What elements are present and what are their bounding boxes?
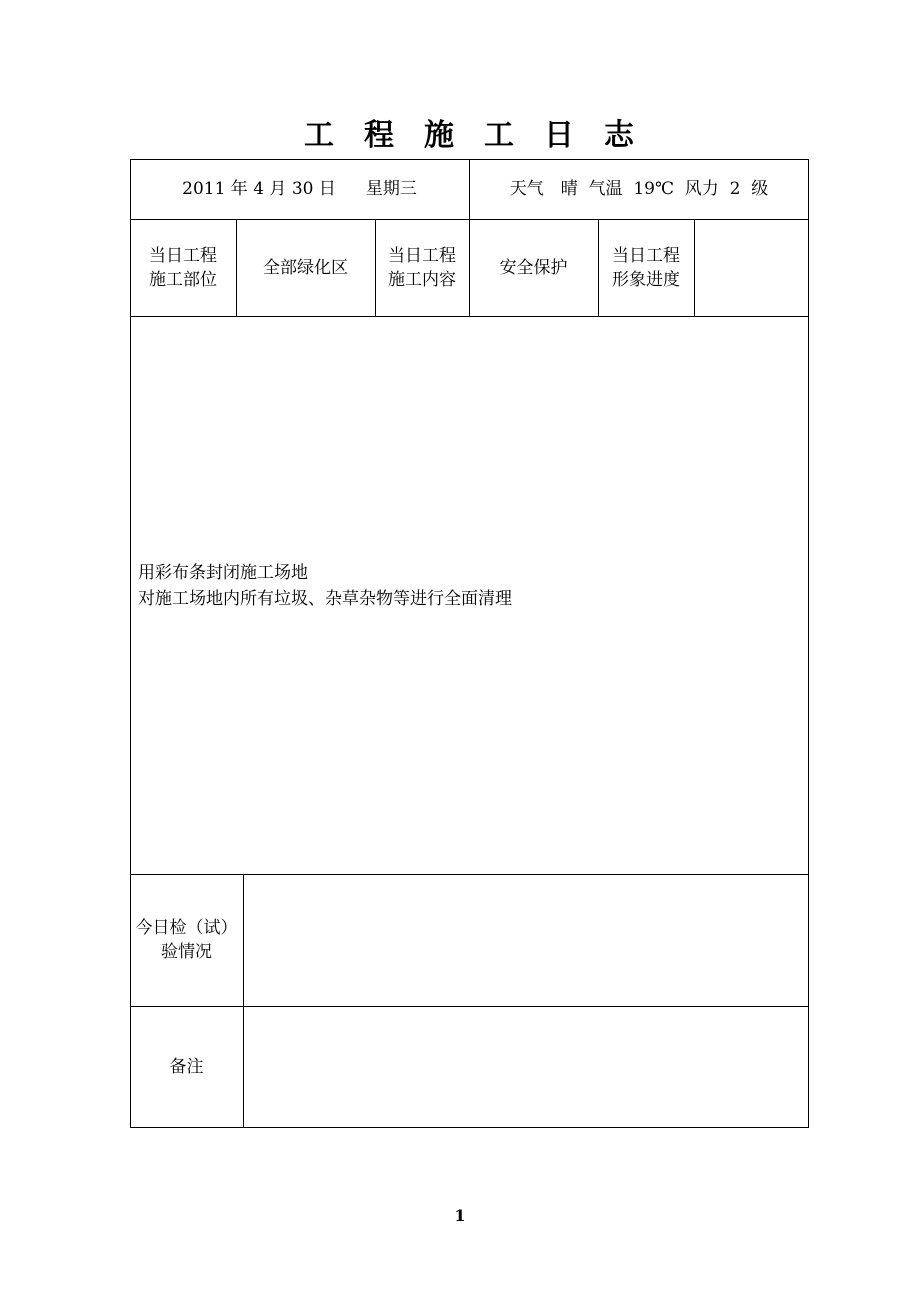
row-divider: [130, 316, 809, 317]
work-line: 用彩布条封闭施工场地: [138, 563, 308, 583]
weather-cell: [469, 159, 809, 219]
progress-value-cell: [694, 219, 809, 316]
page-number: 1: [454, 1206, 466, 1225]
content-value-cell: [469, 219, 598, 316]
remarks-value-cell: [243, 1006, 809, 1128]
inspection-label-line2: 验情况: [161, 942, 212, 962]
remarks-label-cell: [130, 1006, 243, 1128]
content-label-line2: 施工内容: [388, 269, 456, 290]
progress-label-line2: 形象进度: [612, 269, 680, 290]
date-cell: [130, 159, 469, 219]
location-value: 全部绿化区: [263, 257, 348, 278]
progress-label-cell: [598, 219, 694, 316]
inspection-label-line1: 今日检（试）: [135, 918, 238, 938]
inspection-value-cell: [243, 874, 809, 1006]
location-value-cell: [236, 219, 375, 316]
location-label-cell: [130, 219, 236, 316]
location-label-line2: 施工部位: [149, 269, 217, 290]
inspection-label-cell: [130, 874, 243, 1006]
weekday-text: 星期三: [365, 179, 417, 199]
weather-text: 天气 晴 气温 19℃ 风力 2 级: [509, 179, 769, 199]
content-label-cell: [375, 219, 469, 316]
content-label-line1: 当日工程: [388, 245, 456, 266]
progress-label-line1: 当日工程: [612, 245, 680, 266]
remarks-label: 备注: [169, 1057, 204, 1077]
location-label-line1: 当日工程: [149, 245, 217, 266]
work-description: [138, 560, 512, 612]
work-line: 对施工场地内所有垃圾、杂草杂物等进行全面清理: [138, 589, 512, 609]
date-text: 2011 年 4 月 30 日: [182, 179, 336, 199]
content-value: 安全保护: [499, 257, 568, 278]
page-title: 工程施工日志: [304, 118, 664, 153]
